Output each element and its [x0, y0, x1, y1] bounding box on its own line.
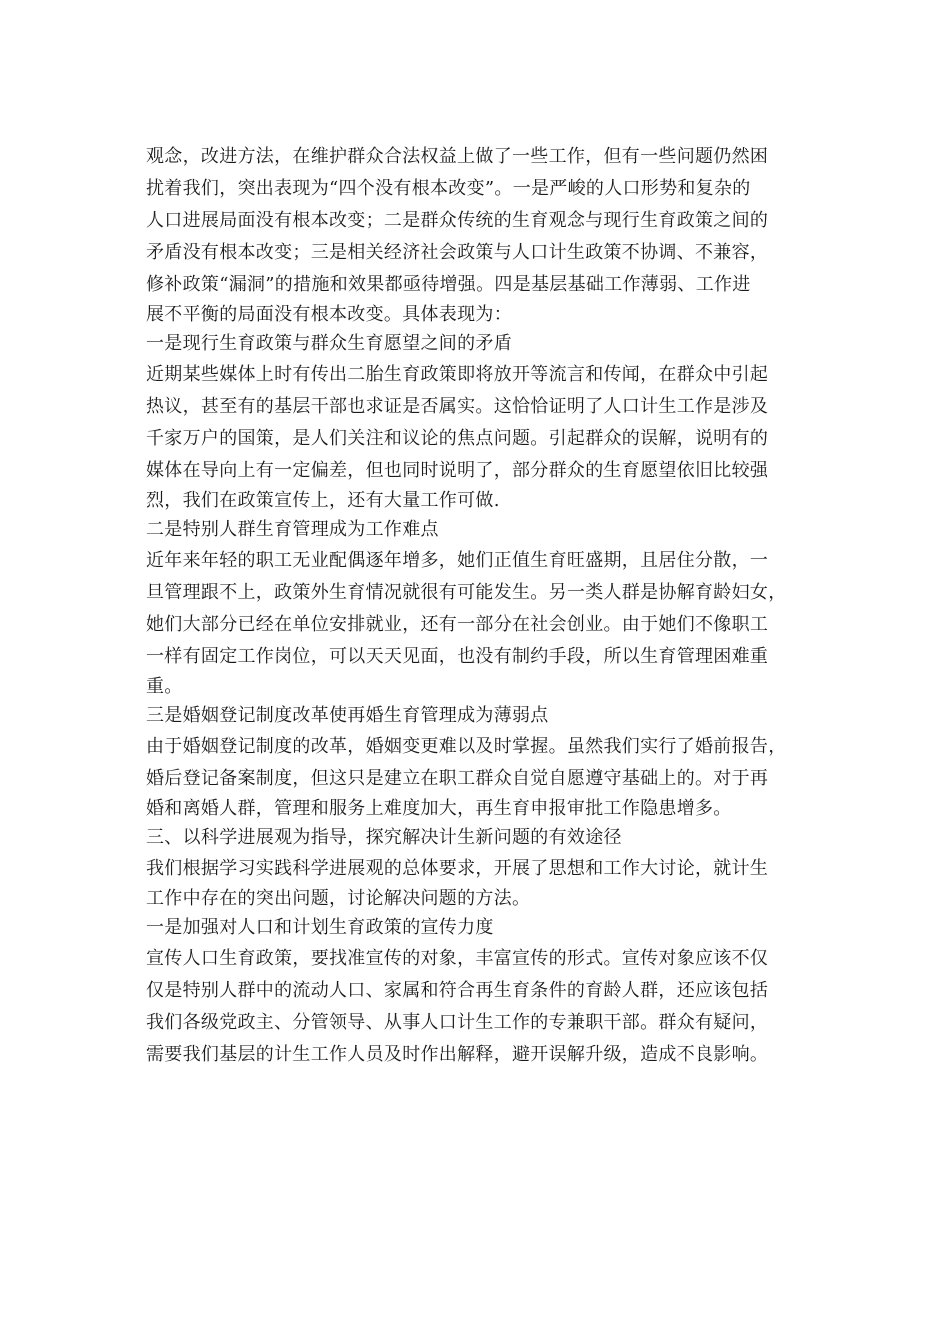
- text-line: 展不平衡的局面没有根本改变。具体表现为：: [146, 304, 512, 325]
- text-line: 婚后登记备案制度，但这只是建立在职工群众自觉自愿遵守基础上的。对于再: [146, 768, 769, 789]
- text-line: 我们各级党政主、分管领导、从事人口计生工作的专兼职干部。群众有疑问，: [146, 1012, 769, 1033]
- text-line: 千家万户的国策，是人们关注和议论的焦点问题。引起群众的误解，说明有的: [146, 428, 769, 449]
- text-line: 仅是特别人群中的流动人口、家属和符合再生育条件的育龄人群，还应该包括: [146, 980, 769, 1001]
- text-line: 宣传人口生育政策，要找准宣传的对象，丰富宣传的形式。宣传对象应该不仅: [146, 948, 769, 969]
- text-line: 婚和离婚人群，管理和服务上难度加大，再生育申报审批工作隐患增多。: [146, 798, 732, 819]
- body-paragraph: [146, 943, 826, 1071]
- text-line: 她们大部分已经在单位安排就业，还有一部分在社会创业。由于她们不像职工: [146, 614, 769, 635]
- text-line: 近期某些媒体上时有传出二胎生育政策即将放开等流言和传闻，在群众中引起: [146, 364, 769, 385]
- text-line: 媒体在导向上有一定偏差，但也同时说明了，部分群众的生育愿望依旧比较强: [146, 460, 769, 481]
- text-line: 需要我们基层的计生工作人员及时作出解释，避开误解升级，造成不良影响。: [146, 1044, 769, 1065]
- text-line: 热议，甚至有的基层干部也求证是否属实。这恰恰证明了人口计生工作是涉及: [146, 396, 769, 417]
- text-line: 近年来年轻的职工无业配偶逐年增多，她们正值生育旺盛期，且居住分散，一: [146, 550, 769, 571]
- text-line: 观念，改进方法，在维护群众合法权益上做了一些工作，但有一些问题仍然困: [146, 146, 769, 167]
- section-heading: 一是加强对人口和计划生育政策的宣传力度: [146, 917, 494, 938]
- section-heading: 二是特别人群生育管理成为工作难点: [146, 519, 439, 540]
- text-line: 工作中存在的突出问题，讨论解决问题的方法。: [146, 888, 531, 909]
- text-line: 重。: [146, 676, 183, 697]
- text-line: 矛盾没有根本改变；三是相关经济社会政策与人口计生政策不协调、不兼容，: [146, 242, 769, 263]
- text-line: 人口进展局面没有根本改变；二是群众传统的生育观念与现行生育政策之间的: [146, 210, 769, 231]
- body-paragraph: [146, 545, 826, 701]
- text-line: 由于婚姻登记制度的改革，婚姻变更难以及时掌握。虽然我们实行了婚前报告，: [146, 736, 787, 757]
- body-paragraph: [146, 853, 826, 913]
- text-line: 旦管理跟不上，政策外生育情况就很有可能发生。另一类人群是协解育龄妇女，: [146, 582, 787, 603]
- text-line: 烈，我们在政策宣传上，还有大量工作可做.: [146, 490, 500, 511]
- text-line: 扰着我们，突出表现为“四个没有根本改变”。一是严峻的人口形势和复杂的: [146, 178, 751, 199]
- text-line: 一样有固定工作岗位，可以天天见面，也没有制约手段，所以生育管理困难重: [146, 646, 769, 667]
- body-paragraph: [146, 359, 826, 515]
- section-heading: 三、以科学进展观为指导，探究解决计生新问题的有效途径: [146, 827, 622, 848]
- document-page: [146, 141, 826, 1071]
- body-paragraph: [146, 141, 826, 329]
- text-line: 修补政策“漏洞”的措施和效果都亟待增强。四是基层基础工作薄弱、工作进: [146, 274, 751, 295]
- section-heading: 三是婚姻登记制度改革使再婚生育管理成为薄弱点: [146, 705, 549, 726]
- section-heading: 一是现行生育政策与群众生育愿望之间的矛盾: [146, 333, 512, 354]
- body-paragraph: [146, 731, 826, 823]
- text-line: 我们根据学习实践科学进展观的总体要求，开展了思想和工作大讨论，就计生: [146, 858, 769, 879]
